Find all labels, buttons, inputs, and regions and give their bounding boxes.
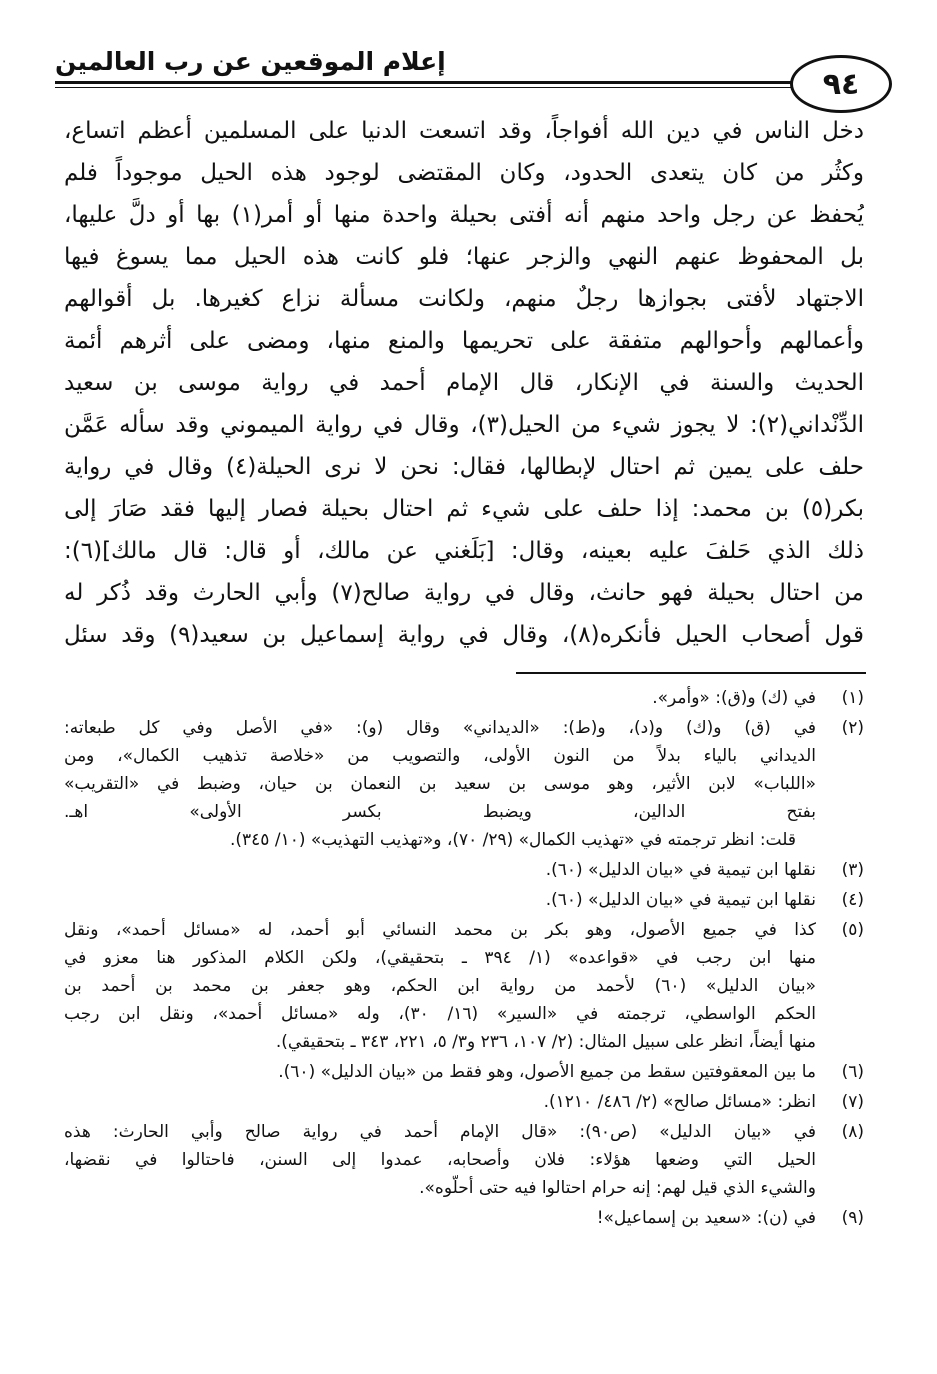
footnote-text: في (ك) و(ق): «وأمر». bbox=[652, 688, 816, 708]
footnote-text: في (ق) و(ك) و(د)، و(ط): «الديداني» وقال (و): «في الأصل وفي كل طبعاته: bbox=[64, 718, 816, 738]
page-header bbox=[55, 45, 865, 102]
footnote bbox=[64, 1118, 864, 1202]
footnote-number: (٥) bbox=[841, 920, 864, 940]
body-line: بكر(٥) بن محمد: إذا حلف على شيء ثم احتال بحيلة فصار إليها فقد صَارَ إلى bbox=[64, 496, 864, 522]
footnote-text: «بيان الدليل» (٦٠) لأحمد من رواية ابن الحكم، وهو جعفر بن محمد بن أحمد بن bbox=[64, 976, 816, 996]
footnote bbox=[64, 916, 864, 1056]
footnote-text: ما بين المعقوفتين سقط من جميع الأصول، وهو فقط من «بيان الدليل» (٦٠). bbox=[278, 1062, 816, 1082]
footnotes bbox=[64, 684, 864, 1234]
footnote-text: كذا في جميع الأصول، وهو بكر بن محمد النسائي أبو أحمد، له «مسائل أحمد»، ونقل bbox=[64, 920, 816, 940]
footnote-text: نقلها ابن تيمية في «بيان الدليل» (٦٠). bbox=[545, 860, 816, 880]
footnote-number: (٣) bbox=[841, 860, 864, 880]
footnote-text: والشيء الذي قيل لهم: إنه حرام احتالوا فيه حتى أحلّوه». bbox=[419, 1178, 816, 1198]
footnote-number: (٤) bbox=[841, 890, 864, 910]
footnote-text: بفتح الدالين، ويضبط بكسر الأولى» اهـ. bbox=[64, 802, 816, 822]
footnote-number: (١) bbox=[841, 688, 864, 708]
footnote-number: (٩) bbox=[841, 1208, 864, 1228]
footnote-number: (٨) bbox=[841, 1122, 864, 1142]
body-line: دخل الناس في دين الله أفواجاً، وقد اتسعت الدنيا على المسلمين أعظم اتساع، bbox=[64, 118, 864, 144]
footnote-text: قلت: انظر ترجمته في «تهذيب الكمال» (٢٩/ ٧٠)، و«تهذيب التهذيب» (١٠/ ٣٤٥). bbox=[229, 830, 796, 850]
footnote bbox=[64, 856, 864, 884]
footnote-text: الحيل التي وضعها هؤلاء: فلان وأصحابه، عمدوا إلى السنن، فاحتالوا في نقضها، bbox=[64, 1150, 816, 1170]
main-text bbox=[64, 110, 864, 656]
body-line: بل المحفوظ عنهم النهي والزجر عنها؛ فلو كانت هذه الحيل مما يسوغ فيها bbox=[64, 244, 864, 270]
body-line: وكثُر من كان يتعدى الحدود، وكان المقتضى لوجود هذه الحيل موجوداً فلم bbox=[64, 160, 864, 186]
footnote bbox=[64, 1204, 864, 1232]
body-line: قول أصحاب الحيل فأنكره(٨)، وقال في رواية إسماعيل بن سعيد(٩) وقد سئل bbox=[64, 622, 864, 648]
body-line: الدِّنْداني(٢): لا يجوز شيء من الحيل(٣)، وقال في رواية الميموني وقد سأله عَمَّن bbox=[64, 412, 864, 438]
header-rule-thin bbox=[55, 87, 825, 88]
footnote-text: منها ابن رجب في «قواعده» (١/ ٣٩٤ ـ بتحقيقي)، ولكن الكلام المذكور هنا معزو في bbox=[64, 948, 816, 968]
body-line: وأعمالهم وأحوالهم متفقة على تحريمها والمنع منها، ومضى على أثرهم أئمة bbox=[64, 328, 864, 354]
footnote bbox=[64, 714, 864, 854]
footnote-text: انظر: «مسائل صالح» (٢/ ٤٨٦/ ١٢١٠). bbox=[543, 1092, 816, 1112]
footnote-text: الديداني بالياء بدلاً من النون الأولى، والتصويب من «خلاصة تذهيب الكمال»، ومن bbox=[64, 746, 816, 766]
footnote-separator bbox=[516, 672, 866, 674]
footnote-text: في «بيان الدليل» (ص٩٠): «قال الإمام أحمد في رواية صالح وأبي الحارث: هذه bbox=[64, 1122, 816, 1142]
body-line: حلف على يمين ثم احتال لإبطالها، فقال: نحن لا نرى الحيلة(٤) وقال في رواية bbox=[64, 454, 864, 480]
footnote bbox=[64, 1088, 864, 1116]
header-rule-thick bbox=[55, 81, 825, 84]
footnote bbox=[64, 684, 864, 712]
footnote-text: منها أيضاً، انظر على سبيل المثال: (٢/ ١٠٧، ٢٣٦ و٣/ ٥، ٢٢١، ٣٤٣ ـ بتحقيقي). bbox=[275, 1032, 816, 1052]
footnote-text: نقلها ابن تيمية في «بيان الدليل» (٦٠). bbox=[545, 890, 816, 910]
page-number: ٩٤ bbox=[790, 55, 892, 113]
footnote bbox=[64, 886, 864, 914]
footnote-number: (٧) bbox=[841, 1092, 864, 1112]
body-line: الحديث والسنة في الإنكار، قال الإمام أحمد في رواية موسى بن سعيد bbox=[64, 370, 864, 396]
body-line: من احتال بحيلة فهو حانث، وقال في رواية صالح(٧) وأبي الحارث وقد ذُكر له bbox=[64, 580, 864, 606]
footnote-text: «اللباب» لابن الأثير، وهو موسى بن سعيد بن النعمان بن حيان، وضبط في «التقريب» bbox=[64, 774, 816, 794]
footnote bbox=[64, 1058, 864, 1086]
footnote-text: في (ن): «سعيد بن إسماعيل»! bbox=[596, 1208, 816, 1228]
body-line: ذلك الذي حَلفَ عليه بعينه، وقال: [بَلَغني عن مالك، أو قال: قال مالك](٦): bbox=[64, 538, 864, 564]
footnote-number: (٢) bbox=[841, 718, 864, 738]
body-line: يُحفظ عن رجل واحد منهم أنه أفتى بحيلة واحدة منها أو أمر(١) بها أو دلَّ عليها، bbox=[64, 202, 864, 228]
body-line: الاجتهاد لأفتى بجوازها رجلٌ منهم، ولكانت مسألة نزاع كغيرها. بل أقوالهم bbox=[64, 286, 864, 312]
footnote-number: (٦) bbox=[841, 1062, 864, 1082]
footnote-text: الحكم الواسطي، ترجمته في «السير» (١٦/ ٣٠)، وله «مسائل أحمد»، ونقل ابن رجب bbox=[64, 1004, 816, 1024]
running-title: إعلام الموقعين عن رب العالمين bbox=[55, 47, 446, 76]
